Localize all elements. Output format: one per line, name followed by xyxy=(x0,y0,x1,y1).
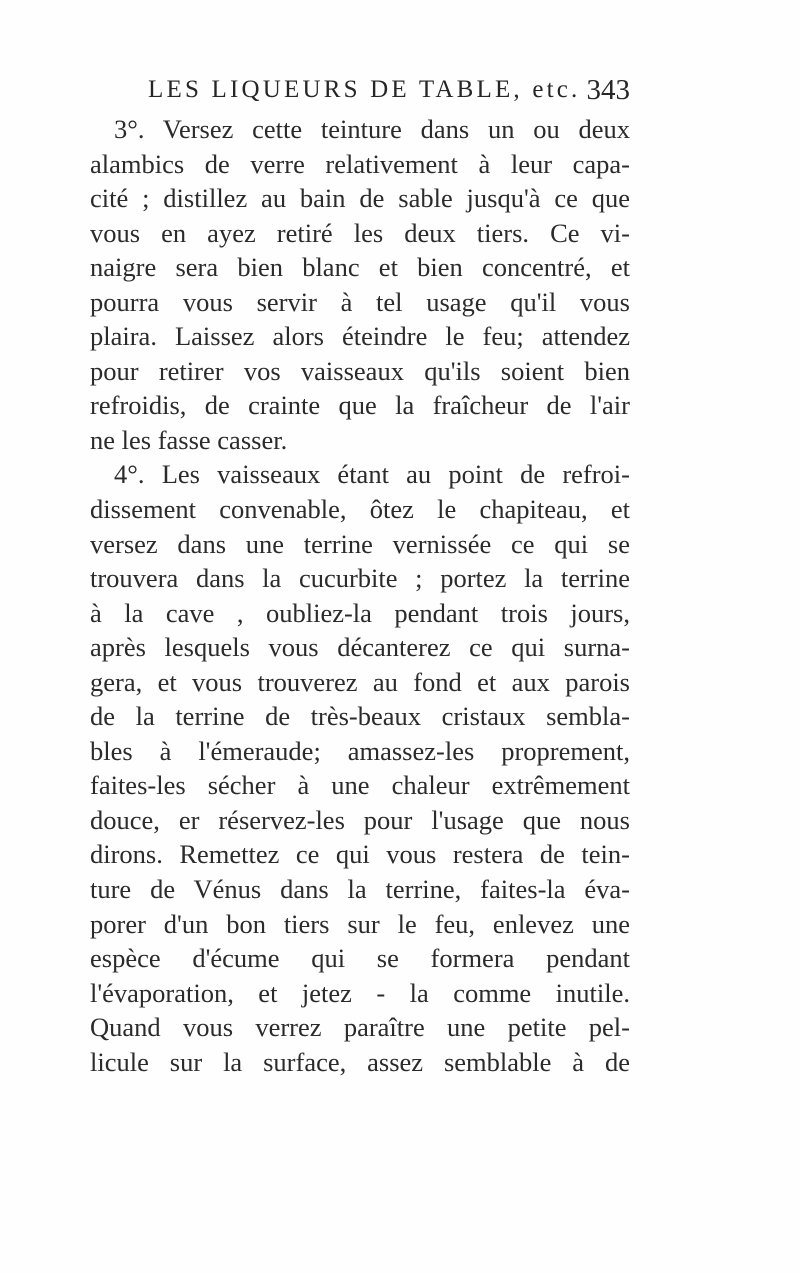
text-line: dirons. Remettez ce qui vous restera de tein- xyxy=(90,839,630,870)
text-line: après lesquels vous décanterez ce qui surna- xyxy=(90,632,630,663)
text-line: pourra vous servir à tel usage qu'il vous xyxy=(90,286,630,317)
text-line: licule sur la surface, assez semblable à de xyxy=(90,1046,630,1077)
text-line: alambics de verre relativement à leur capa- xyxy=(90,148,630,179)
text-line: 4°. Les vaisseaux étant au point de refroi- xyxy=(114,459,630,490)
text-line: ne les fasse casser. xyxy=(90,424,288,455)
text-line: de la terrine de très-beaux cristaux sembla- xyxy=(90,701,630,732)
text-line: porer d'un bon tiers sur le feu, enlevez une xyxy=(90,908,630,939)
text-line: Quand vous verrez paraître une petite pel- xyxy=(90,1012,630,1043)
text-line: refroidis, de crainte que la fraîcheur de l'air xyxy=(90,390,630,421)
text-line: gera, et vous trouverez au fond et aux parois xyxy=(90,666,630,697)
text-line: douce, er réservez-les pour l'usage que nous xyxy=(90,804,630,835)
text-line: espèce d'écume qui se formera pendant xyxy=(90,943,630,974)
text-line: plaira. Laissez alors éteindre le feu; attendez xyxy=(90,321,630,352)
page-number: 343 xyxy=(586,74,630,106)
text-line: l'évaporation, et jetez - la comme inutile. xyxy=(90,977,630,1008)
text-line: pour retirer vos vaisseaux qu'ils soient bien xyxy=(90,355,630,386)
text-line: ture de Vénus dans la terrine, faites-la éva- xyxy=(90,874,630,905)
text-line: à la cave , oubliez-la pendant trois jours, xyxy=(90,597,630,628)
text-line: versez dans une terrine vernissée ce qui se xyxy=(90,528,630,559)
body-text xyxy=(90,112,630,1079)
text-line: 3°. Versez cette teinture dans un ou deux xyxy=(114,114,630,144)
text-line: cité ; distillez au bain de sable jusqu'à ce que xyxy=(90,183,630,214)
text-line: dissement convenable, ôtez le chapiteau, et xyxy=(90,494,630,525)
text-line: vous en ayez retiré les deux tiers. Ce vi- xyxy=(90,217,630,248)
running-head: LES LIQUEURS DE TABLE, etc. xyxy=(148,76,581,103)
page-header xyxy=(90,72,630,112)
text-line: bles à l'émeraude; amassez-les proprement, xyxy=(90,735,630,766)
text-line: naigre sera bien blanc et bien concentré, et xyxy=(90,252,630,283)
text-line: trouvera dans la cucurbite ; portez la terrine xyxy=(90,563,630,594)
text-line: faites-les sécher à une chaleur extrêmement xyxy=(90,770,630,801)
